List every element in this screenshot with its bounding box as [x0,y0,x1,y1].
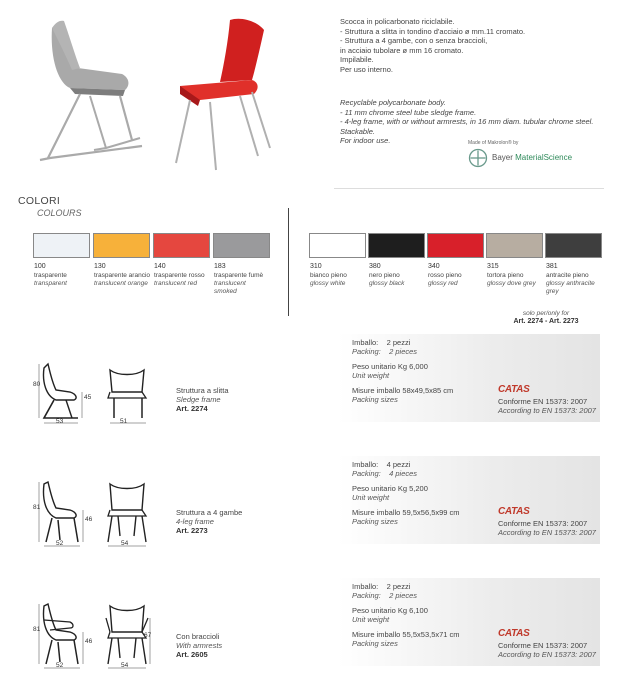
dim-depth: 53 [56,418,64,425]
unit-weight-en: Unit weight [352,371,390,380]
swatch-chip [368,233,425,258]
norm-text: Conforme EN 15373: 2007 [498,397,588,406]
catas-logo: CATAS [498,384,530,395]
desc-line: Scocca in policarbonato riciclabile. [340,17,455,26]
only-for-label: solo per/only for [522,310,570,317]
model-row-armrests [0,578,620,668]
swatch-label: nero pieno [369,271,400,279]
colors-subtitle: COLOURS [37,208,82,218]
swatch-code: 310 [310,263,322,270]
norm-text: Conforme EN 15373: 2007 [498,641,588,650]
packing-label: Imballo: 4 pezzi [352,460,411,469]
unit-weight: Peso unitario Kg 5,200 [352,484,428,493]
swatch-chip [309,233,366,258]
desc-line: - Struttura a slitta in tondino d'acciaio ø mm.11 cromato. [340,26,526,36]
swatch-label-en: translucent red [154,279,197,287]
swatch-code: 140 [154,263,166,270]
dim-width: 54 [121,540,129,547]
grey-chair-image [40,21,142,160]
swatch-label-en: glossy red [428,279,458,287]
swatch-chip [93,233,150,258]
swatch-label: trasparente arancio [94,271,151,279]
desc-line: - 4-leg frame, with or without armrests, in 16 mm diam. tubular chrome steel. [340,117,594,127]
desc-line: - Struttura a 4 gambe, con o senza braccioli, [340,36,488,46]
unit-weight-en: Unit weight [352,615,390,624]
packing-sizes: Misure imballo 59,5x56,5x99 cm [352,508,460,517]
description-italian [340,17,525,75]
hero-photo [30,8,290,183]
bayer-name: Bayer [492,153,513,162]
dim-seat: 46 [85,638,93,645]
colors-title: COLORI [18,195,61,207]
catas-logo: CATAS [498,506,530,517]
unit-weight-en: Unit weight [352,493,390,502]
swatch-chip [486,233,543,258]
swatch-label-en: glossy dove grey [487,279,536,287]
swatch-group-translucent [33,233,273,318]
dim-arm: 67 [144,632,152,639]
swatch-chip [427,233,484,258]
swatch-label-en: transparent [34,279,67,287]
swatch-chip [33,233,90,258]
packing-sizes-en: Packing sizes [352,639,398,648]
top-divider [334,188,604,189]
bayer-badge [468,140,588,172]
swatch-chip [153,233,210,258]
model-name: Struttura a 4 gambe [176,508,243,517]
description-english [340,98,593,146]
swatch-label: trasparente fumè [214,271,264,279]
bayer-cross-icon [468,148,488,168]
packing-sizes: Misure imballo 58x49,5x85 cm [352,386,454,395]
packing-label: Imballo: 2 pezzi [352,582,411,591]
model-name-en: Sledge frame [176,395,221,404]
dim-seat: 46 [85,516,93,523]
swatch-code: 130 [94,263,106,270]
packing-label-en: Packing: 2 pieces [352,591,418,600]
swatch-label-en: translucent smoked [214,279,246,295]
only-for-note [506,310,586,327]
packing-label-en: Packing: 2 pieces [352,347,418,356]
dim-height: 81 [33,504,41,511]
dim-height: 80 [33,381,41,388]
norm-text-en: According to EN 15373: 2007 [498,528,596,537]
color-group-divider [288,208,289,316]
swatch-label-en: translucent orange [94,279,148,287]
desc-line: in acciaio tubolare ø mm 16 cromato. [340,45,464,55]
desc-line: - 11 mm chrome steel tube sledge frame. [340,107,477,117]
packing-sizes-en: Packing sizes [352,395,398,404]
dim-seat: 45 [84,394,92,401]
swatch-label: bianco pieno [310,271,347,279]
swatch-code: 315 [487,263,499,270]
4leg-chair-drawing [30,474,165,549]
model-article: Art. 2273 [176,526,208,535]
dim-depth: 52 [56,540,64,547]
packing-label: Imballo: 2 pezzi [352,338,411,347]
swatch-label: rosso pieno [428,271,462,279]
model-name: Struttura a slitta [176,386,229,395]
desc-line: For indoor use. [340,136,391,146]
swatch-code: 340 [428,263,440,270]
norm-text: Conforme EN 15373: 2007 [498,519,588,528]
swatch-chip [545,233,602,258]
model-name: Con braccioli [176,632,220,641]
desc-line: Recyclable polycarbonate body. [340,98,446,107]
norm-text-en: According to EN 15373: 2007 [498,650,596,659]
swatch-label: tortora pieno [487,271,524,279]
swatch-label: trasparente rosso [154,271,205,279]
model-article: Art. 2274 [176,404,208,413]
model-row-sledge [0,334,620,424]
unit-weight: Peso unitario Kg 6,000 [352,362,428,371]
model-article: Art. 2605 [176,650,208,659]
dim-width: 54 [121,662,129,669]
desc-line: Per uso interno. [340,64,393,74]
swatch-label-en: glossy black [369,279,405,287]
packing-label-en: Packing: 4 pieces [352,469,418,478]
dim-width: 51 [120,418,128,425]
packing-sizes: Misure imballo 55,5x53,5x71 cm [352,630,460,639]
swatch-chip [213,233,270,258]
model-name-en: 4-leg frame [176,517,214,526]
desc-line: Stackable. [340,126,376,136]
swatch-group-glossy [309,233,609,318]
material-science-name: MaterialScience [515,153,573,162]
packing-sizes-en: Packing sizes [352,517,398,526]
swatch-code: 100 [34,263,46,270]
made-of-label: Made of Makrolon® by [468,140,519,146]
desc-line: Impilabile. [340,55,374,65]
catas-logo: CATAS [498,628,530,639]
swatch-label: trasparente [34,271,67,279]
model-row-4leg [0,456,620,546]
swatch-code: 183 [214,263,226,270]
chairs-illustration [30,8,290,183]
red-chair-image [176,19,270,170]
swatch-code: 380 [369,263,381,270]
swatch-code: 381 [546,263,558,270]
only-for-articles: Art. 2274 - Art. 2273 [513,318,579,325]
model-name-en: With armrests [176,641,223,650]
norm-text-en: According to EN 15373: 2007 [498,406,596,415]
dim-height: 81 [33,626,41,633]
swatch-label: antracite pieno [546,271,589,279]
sledge-chair-drawing [30,352,165,427]
dim-depth: 52 [56,662,64,669]
swatch-label-en: glossy white [310,279,346,287]
swatch-label-en: glossy anthracite grey [546,279,595,295]
unit-weight: Peso unitario Kg 6,100 [352,606,428,615]
